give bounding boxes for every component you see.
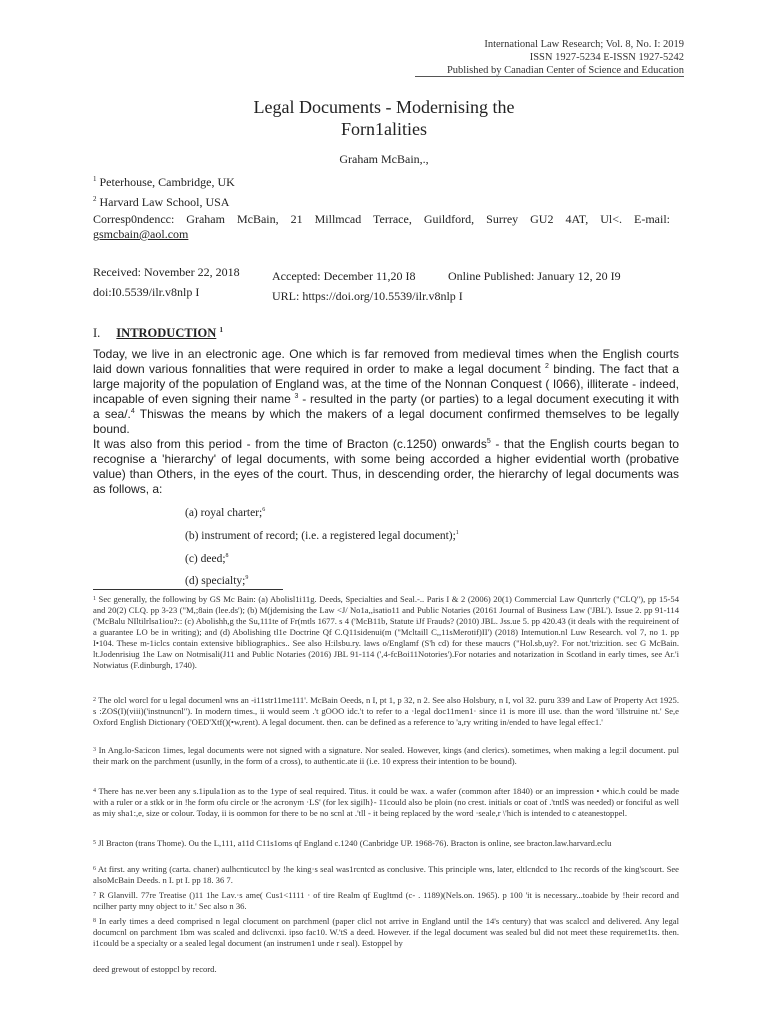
footnote-1 bbox=[93, 594, 679, 671]
section-heading bbox=[93, 326, 223, 341]
footnote-ref[interactable]: 3 bbox=[294, 393, 299, 400]
list-item-text: (a) royal charter; bbox=[185, 506, 263, 519]
footnote-text: There has ne.ver been any s.1ipula1ion as to the 1ype of seal required. Titus. it could be wax. a wafer (common after 1840) or an impression • whic.h could be made with a ruler or a stkk or in !he form ofu circle or !he acronym ·LS' (for lex sigilh}- 11could also be ploin (no crest. initials or coat of .'tntlS was needed) or fonciful as well as miy sha1:,e, size or colour. Today, ii is oommon for there to be no scnl at .'tll - it being replaced by the word ·seale,r \'hich is intended to c ateanestoppel. bbox=[93, 786, 680, 818]
received-date: Received: November 22, 2018 bbox=[93, 265, 240, 279]
footnote-mark: 5 bbox=[93, 840, 96, 846]
footnote-mark: 1 bbox=[93, 596, 96, 602]
correspondence-email-row bbox=[93, 227, 188, 242]
paragraph-1 bbox=[93, 347, 679, 437]
published-date: Online Published: January 12, 20 I9 bbox=[448, 269, 621, 283]
footnote-mark: 4 bbox=[93, 788, 96, 794]
footnote-rule bbox=[93, 589, 283, 590]
affiliation-text: Harvard Law School, USA bbox=[99, 195, 230, 209]
title-line-1: Legal Documents - Modernising the bbox=[253, 97, 515, 117]
footnote-ref[interactable]: 2 bbox=[544, 363, 549, 370]
footnote-mark: 2 bbox=[93, 697, 96, 703]
hierarchy-list bbox=[185, 500, 459, 591]
list-item-text: (d) specialty; bbox=[185, 575, 246, 588]
footnote-mark: 3 bbox=[93, 747, 96, 753]
footnote-ref[interactable]: 4 bbox=[130, 408, 135, 415]
journal-line: International Law Research; Vol. 8, No. I: 2019 bbox=[484, 39, 684, 50]
list-item bbox=[185, 568, 459, 591]
text-run: It was also from this period - from the time of Bracton (c.1250) onwards bbox=[93, 437, 487, 451]
list-item-text: (b) instrument of record; (i.e. a registered legal document); bbox=[185, 529, 456, 542]
text-run: binding. The fact that a large majority of the population of England was, at the time of the Nonnan Conquest ( I066), illiterate - indeed, incapable of even signing their name bbox=[93, 362, 679, 406]
footnote-6 bbox=[93, 864, 679, 886]
footnote-ref[interactable]: 6 bbox=[262, 507, 266, 513]
footnote-ref[interactable]: 9 bbox=[245, 575, 249, 582]
footnote-ref[interactable]: 8 bbox=[225, 552, 229, 559]
affiliation-mark: 2 bbox=[93, 195, 97, 203]
footnote-text: In Ang.lo-Sa:icon 1imes, legal documents were not signed with a signature. Nor sealed. However, kings (and clerics). sometimes, when making a leg:il document. pul their mark on the parchment (usunlly, in the form of a cross), to authentic.ate ii (i.e. 10 express their intention to be bound). bbox=[93, 745, 679, 766]
section-footnote-mark: 1 bbox=[219, 326, 223, 334]
affiliation-2 bbox=[93, 192, 229, 210]
publisher-line: Published by Canadian Center of Science and Education bbox=[446, 65, 684, 76]
footnote-4 bbox=[93, 786, 679, 819]
author-name: Graham McBain,., bbox=[339, 152, 429, 166]
section-number: I. bbox=[93, 326, 101, 341]
paper-title bbox=[0, 96, 768, 140]
affiliation-mark: 1 bbox=[93, 175, 97, 183]
doi: doi:I0.5539/ilr.v8nlp I bbox=[93, 285, 200, 299]
list-item bbox=[185, 546, 459, 569]
footnote-3 bbox=[93, 745, 679, 767]
footnote-mark: 7 bbox=[93, 892, 96, 898]
email-link[interactable]: gsmcbain@aol.com bbox=[93, 227, 189, 241]
footnote-mark: 8 bbox=[93, 918, 96, 924]
footnote-text: deed grewout of estoppcl by record. bbox=[93, 964, 217, 974]
text-run: - that the English courts began to recognise a 'hierarchy' of legal documents, with some being accorded a higher evidential worth (probative value) than Others, in the eyes of the court. Thus, in descending order, the hierarchy of legal documents was as follows, a: bbox=[93, 437, 679, 496]
issn-line: ISSN 1927-5234 E-ISSN 1927-5242 bbox=[529, 52, 684, 63]
correspondence-line: Corresp0ndencc: Graham McBain, 21 Millmcad Terrace, Guildford, Surrey GU2 4AT, Ul<. E-mail: bbox=[93, 212, 670, 226]
list-item-text: (c) deed; bbox=[185, 552, 226, 565]
header-rule bbox=[415, 76, 684, 77]
footnote-8-continued bbox=[93, 964, 679, 975]
footnote-text: Sec generally, the following by GS Mc Bain: (a) Abolisl1i11g. Deeds, Specialties and Seal.-.. Paris I & 2 (2006) 20(1) Commercial Law Qunrtcrly ("CLQ"), pp 15-54 and 20(2) CLQ. pp 3-23 ("M,;8ain (lee.ds'); (b) M(jdemising the Law <J/ No1a,,isatio11 and Public Notaries (20161 Journal of Business Law ('JBL'). Issue 2. pp 91-114 ('McBalu NIltilrlsa1iou?:: (c) Abolishh,g the Su,111te of Fr(mtls 1677. s 4 ('McB11b, Statute iJf Frauds? (2010) JBL. Jss.ue 5. pp 420.43 (it deals with the requireinent of a guarantee LO be in writing); and (d) Abolishing tl1e Doctrine Qf C.Q11sidenui(m ("Mcltaill C,,11sMerotif)II') (2018) Intemution.nl Luw Research. vol 7, no 1. pp I•104. These m-1iclcs contain extensive bibliographics.. See also H:ilsbu.ry. laws o/Englamf (S'h cd) for these maucrs ("Hol.sb,uy?. For not.'triz:ition. sec G McBain. lt.Jodenrisiug 1he Law on Notmisali(J11 and Public Notaries (2016) JBL 91-114 (',4-fcBoi11Notories').For notaries and notarization in Scotland in early times, see Ar.'i Notwiatus (F.dinburgh, 1740). bbox=[93, 594, 679, 670]
footnote-text: Jl Bracton (trans Thome). Ou the L,111, a11d C11s1oms qf England c.1240 (Canbridge UP. 1968-76). Bracton is online, see bracton.law.harvard.eclu bbox=[98, 838, 612, 848]
section-label: INTRODUCTION bbox=[116, 326, 217, 341]
text-run: - resulted in the party (or parties) to a legal document executing it with a sea/. bbox=[93, 392, 679, 421]
url-link[interactable]: URL: https://doi.org/10.5539/ilr.v8nlp I bbox=[272, 289, 463, 303]
footnote-text: The olcl worcl for u legal documenl wns an -i11str11me111'. McBain Oeeds, n I, pt 1, p 32, n 2. See also Holsbury, n I, vol 32. puru 339 and Law of Property Act 1925. s :ZOS(I)(viii)('instnuncnl"). In modern times., ii would seem .'t gOOO idc.'t to refer to a ·legal doc11men1· since i1 is more ill use. than the word 'illstruine nt.' Se,e Oxford English Dictionary ('OED'Xtf()(•w,rent). A legal document. then. can be defined as a reference to 'a,ry writing in/ended to have legal effec1.' bbox=[93, 695, 679, 727]
footnote-text: In early times a deed comprised n legal clocument on parchmenl (paper clicl not arrive in England until the 14's century) that was scalccl and delivered. Any legal documcnl on parchment 1bm was scaled and dclivcnxi. ipso fac10. W.'tS a deed. However. if the legal document was sealed bul did not meet these requiremet1ts. then. i1could be a specialty or a sealed legal document (an instrumen1 unde r seal). Estoppel by bbox=[93, 916, 679, 948]
footnote-7 bbox=[93, 890, 679, 912]
footnote-8 bbox=[93, 916, 679, 949]
accepted-date: Accepted: December 11,20 I8 bbox=[272, 269, 416, 283]
footnote-ref[interactable]: 1 bbox=[455, 529, 459, 536]
text-run: Thiswas the means by which the makers of a legal document confirmed themselves to be legally bound. bbox=[93, 407, 679, 436]
running-header bbox=[447, 38, 684, 77]
affiliation-1 bbox=[93, 172, 235, 190]
footnote-2 bbox=[93, 695, 679, 728]
list-item bbox=[185, 500, 459, 523]
affiliation-text: Peterhouse, Cambridge, UK bbox=[99, 175, 235, 189]
text-run: Today, we live in an electronic age. One which is far removed from medieval times when the English courts laid down various fonnalities that were required in order to make a legal document bbox=[93, 347, 679, 376]
footnote-5 bbox=[93, 838, 679, 849]
footnote-mark: 6 bbox=[93, 866, 96, 872]
list-item bbox=[185, 523, 459, 546]
paragraph-2 bbox=[93, 437, 679, 497]
footnote-text: At first. any writing (carta. chaner) aulhcnticutccl by !he king·s seal was1rcntcd as conclusive. This principle wns, later, eltlcndcd to 1hc records of the king'scourt. See alsoMcBain Deeds. n I. pt I. pp 18. 36 7. bbox=[93, 864, 679, 885]
title-line-2: Forn1alities bbox=[341, 119, 427, 139]
footnote-ref[interactable]: 5 bbox=[486, 438, 491, 445]
footnote-text: R Glanvill. 77re Treatise ()11 1he Lav.·s ame( Cus1<1111 · of tire Realm qf Eugltmd (c- . 1189)(Nels.on. 1965). p 100 'it is necessary...toabide by !heir record and ncilher party mny object to it.' Sec also n 36. bbox=[93, 890, 679, 911]
